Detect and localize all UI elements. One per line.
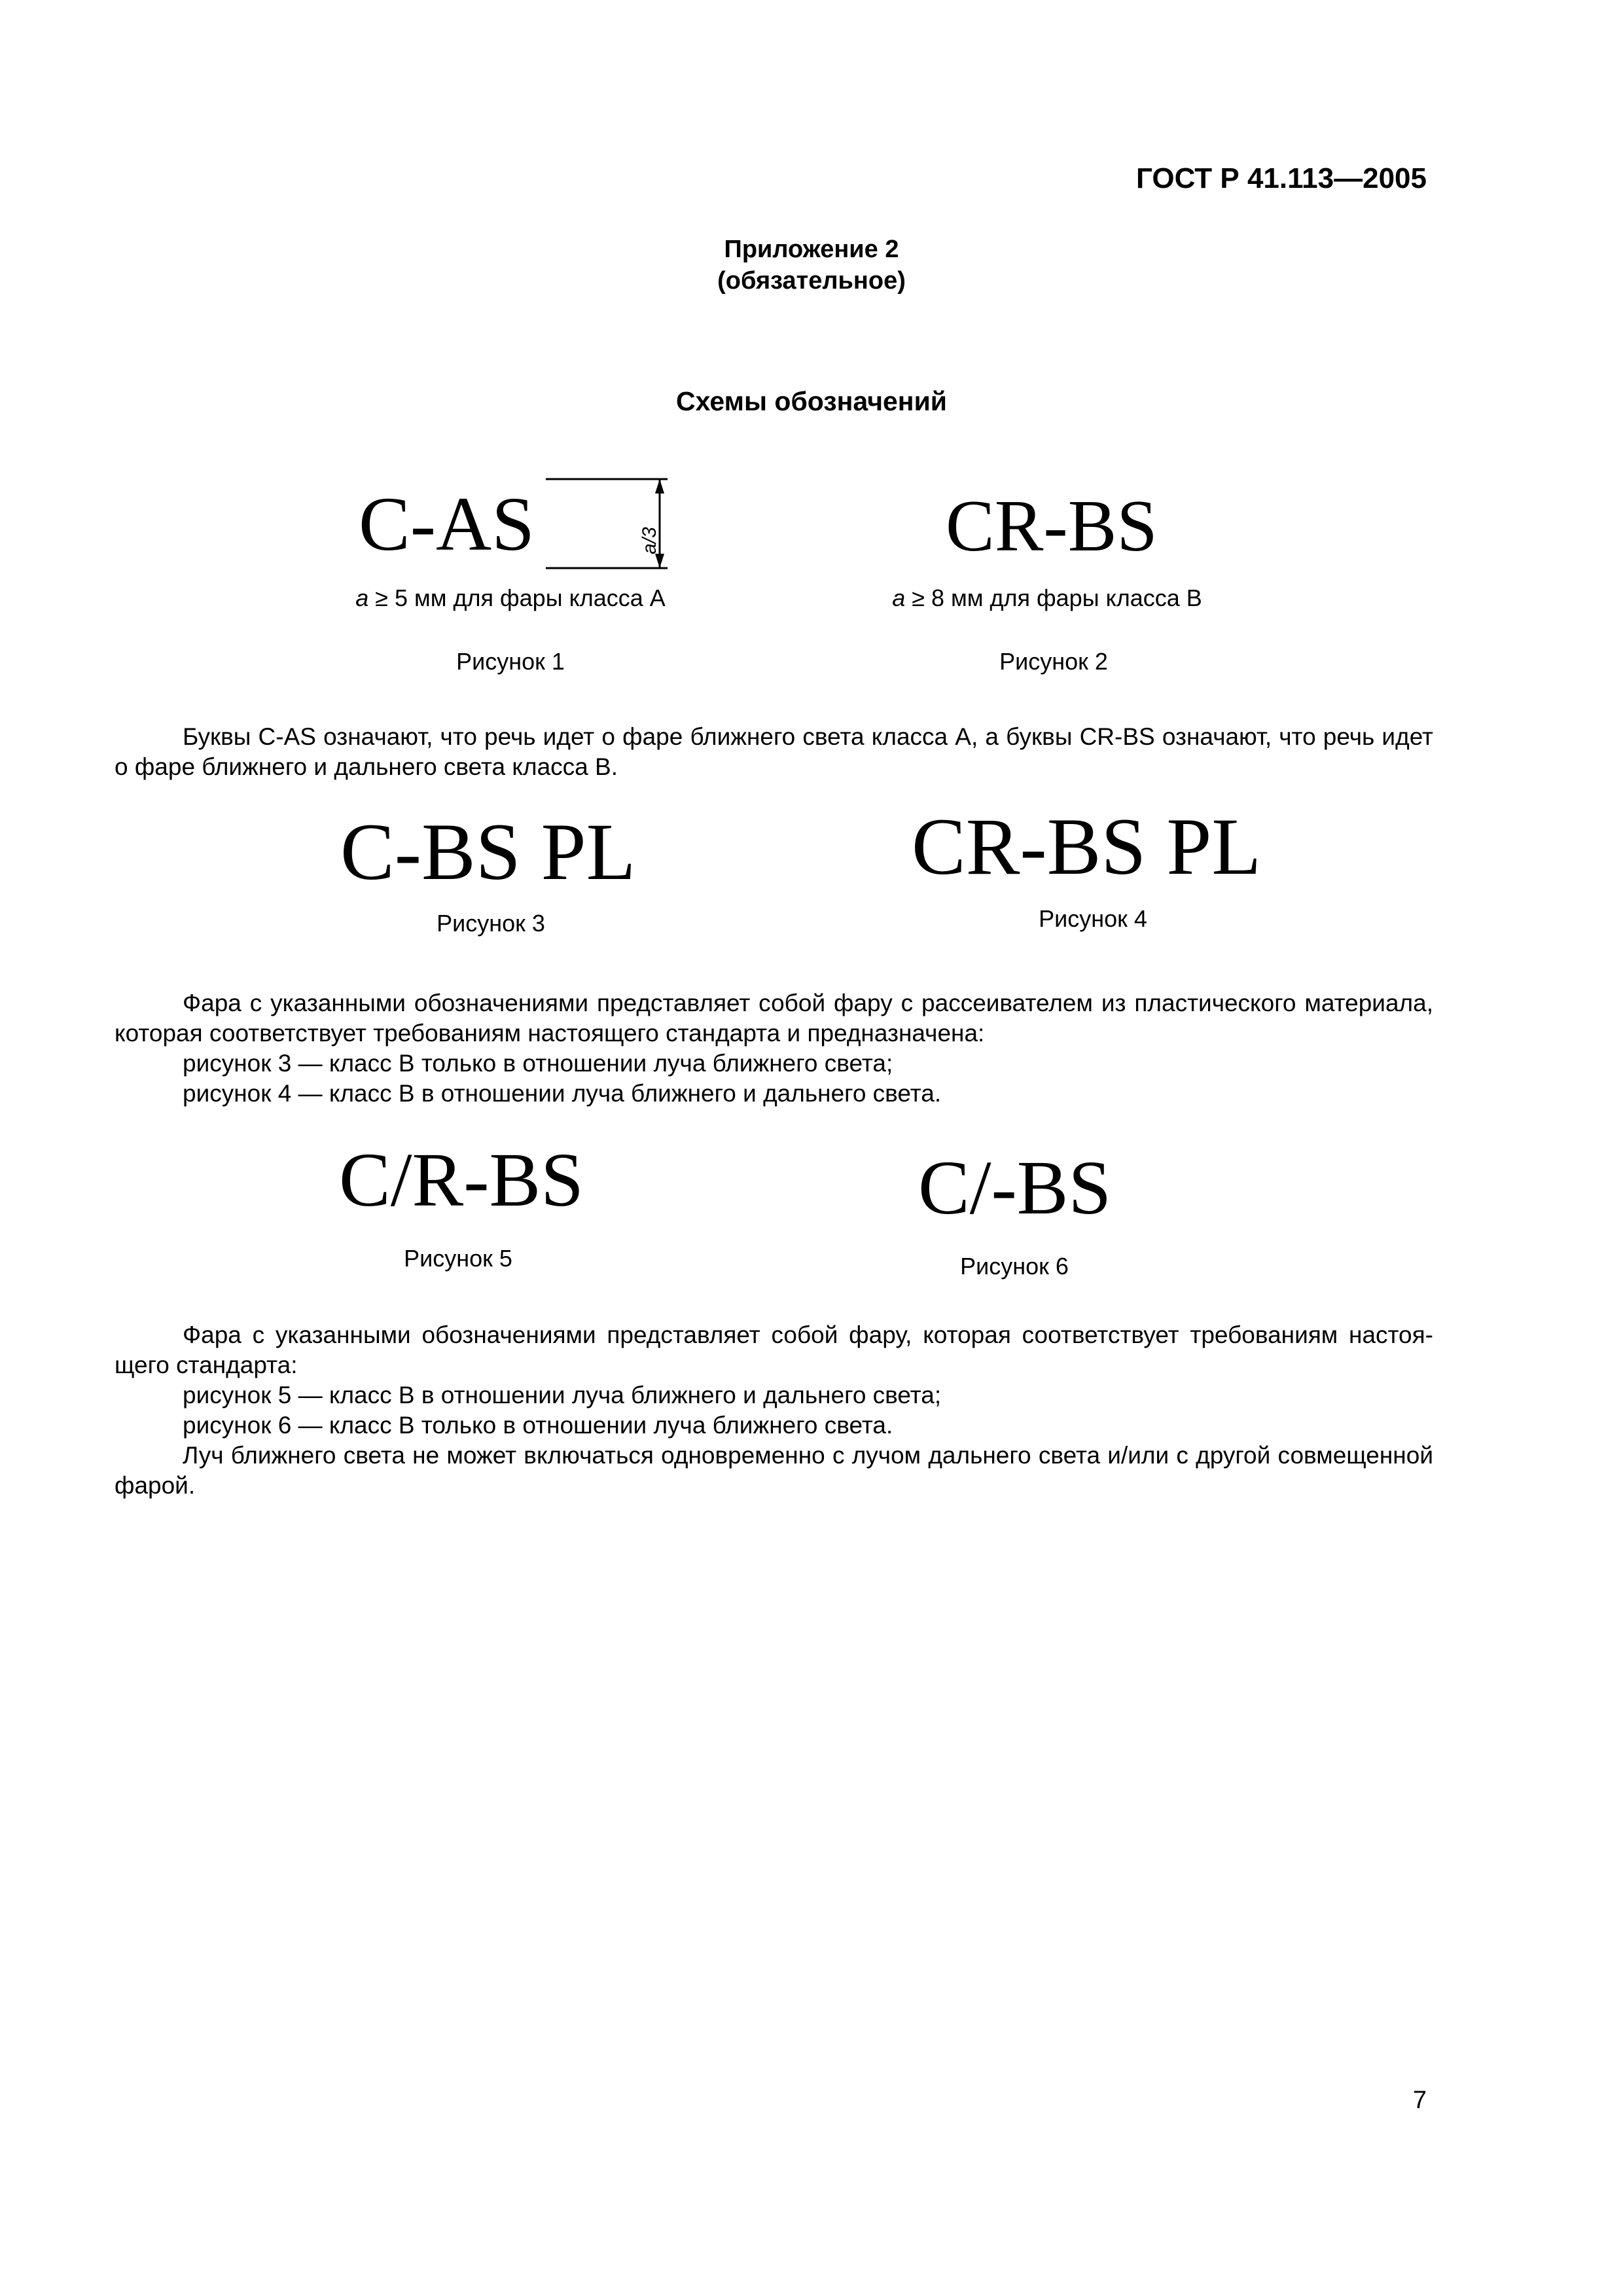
- figure4-mark: CR-BS PL: [912, 802, 1262, 891]
- figure6-caption: Рисунок 6: [960, 1253, 1069, 1280]
- figure5-mark: C/R-BS: [339, 1137, 584, 1223]
- figure2-condition: [805, 584, 1289, 612]
- figure2-caption: Рисунок 2: [999, 648, 1108, 675]
- figure2-condition-text: ≥ 8 мм для фары класса B: [905, 584, 1202, 611]
- dimension-arrow-up: [655, 479, 664, 493]
- paragraph-2-item-2: рисунок 4 — класс B в отношении луча ближнего и дальнего света.: [183, 1080, 942, 1107]
- figure1-dimension-label: a/3: [639, 527, 660, 554]
- paragraph-3: [115, 1320, 1433, 1501]
- figure5-caption: Рисунок 5: [404, 1245, 512, 1272]
- appendix-title: Приложение 2: [724, 236, 899, 263]
- figure4-caption: Рисунок 4: [1039, 905, 1147, 932]
- paragraph-3-line-2: щего стандарта:: [115, 1352, 298, 1378]
- page-number: 7: [1412, 2087, 1427, 2114]
- paragraph-3-line-4: фарой.: [115, 1472, 196, 1499]
- figure2-mark: CR-BS: [946, 486, 1158, 567]
- standard-id: ГОСТ Р 41.113—2005: [1136, 162, 1427, 194]
- figure2-condition-var: a: [892, 584, 906, 611]
- paragraph-2-line-2: которая соответствует требованиям настоящего стандарта и предназначена:: [115, 1020, 985, 1047]
- section-title: Схемы обозначений: [676, 386, 947, 416]
- figure1-condition-text: ≥ 5 мм для фары класса A: [368, 584, 666, 611]
- paragraph-1-line-1: Буквы C-AS означают, что речь идет о фаре ближнего света класса A, а буквы CR-BS означают, что речь идет: [183, 723, 1433, 750]
- paragraph-2-item-1: рисунок 3 — класс B только в отношении луча ближнего света;: [183, 1050, 893, 1077]
- appendix-status: (обязательное): [717, 267, 906, 295]
- paragraph-2-line-1: Фара с указанными обозначениями представляет собой фару с рассеивателем из пластического материала,: [183, 990, 1433, 1016]
- paragraph-3-item-2: рисунок 6 — класс B только в отношении луча ближнего света.: [183, 1412, 893, 1439]
- figure1-condition: [268, 584, 753, 612]
- figure1-mark: C-AS: [359, 481, 535, 567]
- paragraph-2: [115, 988, 1433, 1109]
- figure1-condition-var: a: [355, 584, 369, 611]
- paragraph-3-item-1: рисунок 5 — класс B в отношении луча ближнего и дальнего света;: [183, 1382, 942, 1408]
- figure6-mark: C/-BS: [918, 1145, 1112, 1230]
- paragraph-3-line-3: Луч ближнего света не может включаться одновременно с лучом дальнего света и/или с другой совмещенной: [183, 1442, 1433, 1469]
- figure3-mark: C-BS PL: [340, 807, 636, 897]
- paragraph-3-line-1: Фара с указанными обозначениями представляет собой фару, которая соответствует требованиям настоя-: [183, 1321, 1433, 1348]
- figure1-caption: Рисунок 1: [456, 648, 565, 675]
- figure3-caption: Рисунок 3: [437, 910, 545, 937]
- paragraph-1: [115, 722, 1433, 782]
- paragraph-1-line-2: о фаре ближнего и дальнего света класса B.: [115, 753, 618, 780]
